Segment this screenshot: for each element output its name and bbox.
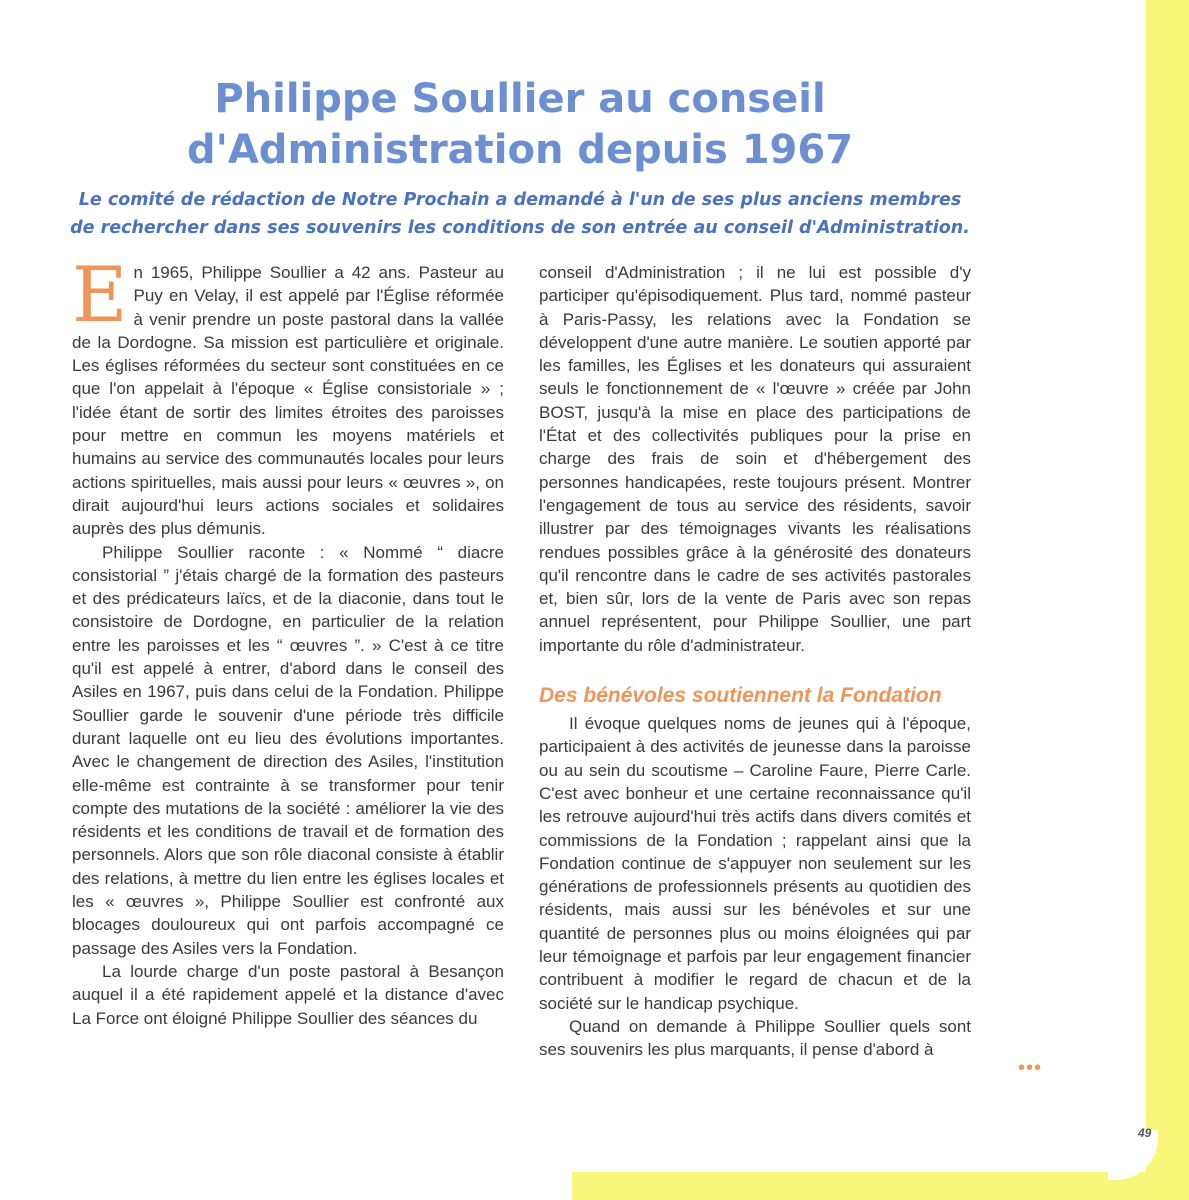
article-subtitle	[60, 186, 980, 242]
title-line-1: Philippe Soullier au conseil	[214, 76, 826, 122]
paragraph: La lourde charge d'un poste pastoral à Besançon auquel il a été rapidement appelé et la distance d'avec La Force ont éloigné Philippe Soullier des séances du	[72, 961, 504, 1028]
paragraph: Philippe Soullier raconte : « Nommé “ diacre consistorial ” j'étais chargé de la formation des pasteurs et des prédicateurs laïcs, et de la diaconie, dans tout le consistoire de Dordogne, en particulier de la relation entre les paroisses et les “ œuvres ”. » C'est à ce titre qu'il est appelé à entrer, d'abord dans le conseil des Asiles en 1967, puis dans celui de la Fondation. Philippe Soullier garde le souvenir d'une période très difficile durant laquelle ont eu lieu des évolutions importantes. Avec le changement de direction des Asiles, l'institution elle-même est contrainte à se transformer pour tenir compte des mutations de la société : améliorer la vie des résidents et les conditions de travail et de formation des personnels. Alors que son rôle diaconal consiste à établir des relations, à mettre du lien entre les églises locales et les « œuvres », Philippe Soullier est confronté aux blocages douloureux qui ont parfois accompagné ce passage des Asiles vers la Fondation.	[72, 542, 504, 958]
section-heading: Des bénévoles soutiennent la Fondation	[539, 684, 942, 708]
subtitle-line-2: de rechercher dans ses souvenirs les conditions de son entrée au conseil d'Administration.	[70, 218, 970, 238]
paragraph: Il évoque quelques noms de jeunes qui à l'époque, participaient à des activités de jeunesse dans la paroisse ou au sein du scoutisme – Caroline Faure, Pierre Carle. C'est avec bonheur et une certaine reconnaissance qu'il les retrouve aujourd'hui très actifs dans divers comités et commissions de la Fondation ; rappelant ainsi que la Fondation continue de s'appuyer non seulement sur les générations de professionnels présents au quotidien des résidents, mais aussi sur les bénévoles et sur une quantité de personnes plus ou moins éloignées qui par leur témoignage et parfois par leur engagement financier contribuent à modifier le regard de chacun et de la société sur le handicap psychique.	[539, 714, 971, 1013]
continued-dots-icon: •••	[1018, 1057, 1043, 1079]
subtitle-line-1: Le comité de rédaction de Notre Prochain a demandé à l'un de ses plus anciens membres	[78, 190, 962, 210]
paragraph: conseil d'Administration ; il ne lui est possible d'y participer qu'épisodiquement. Plus tard, nommé pasteur à Paris-Passy, les relations avec la Fondation se développent d'une autre manière. Le soutien apporté par les familles, les Églises et les donateurs qui assuraient seuls le fonctionnement de « l'œuvre » créée par John BOST, jusqu'à la mise en place des participations de l'État et des collectivités publiques pour la prise en charge des frais de soin et d'hébergement des personnes handicapées, reste toujours présent. Montrer l'engagement de tous au service des résidents, savoir illustrer par des témoignages vivants les réalisations rendues possibles grâce à la générosité des donateurs qu'il rencontre dans le cadre de ses activités pastorales et, bien sûr, lors de la vente de Paris avec son repas annuel représentent, pour Philippe Soullier, une part importante du rôle d'administrateur.	[539, 263, 971, 655]
page-number: 49	[1138, 1126, 1152, 1140]
text-column-left	[72, 250, 504, 1030]
paragraph	[72, 250, 504, 541]
title-line-2: d'Administration depuis 1967	[186, 127, 854, 173]
paragraph-text: n 1965, Philippe Soullier a 42 ans. Pasteur au Puy en Velay, il est appelé par l'Église réformée à venir prendre un poste pastoral dans la vallée de la Dordogne. Sa mission est particulière et originale. Les églises réformées du secteur sont constituées en ce que l'on appelait à l'époque « Église consistoriale » ; l'idée étant de sortir des limites étroites des paroisses pour mettre en commun les moyens matériels et humains au service des communautés locales pour leurs actions spirituelles, mais aussi pour leurs « œuvres », on dirait aujourd'hui leurs actions sociales et solidaires auprès des plus démunis.	[72, 263, 504, 539]
drop-cap: E	[72, 250, 128, 339]
yellow-bottom-band	[572, 1172, 1189, 1200]
article-title	[100, 74, 940, 176]
text-column-right	[539, 261, 971, 1062]
paragraph: Quand on demande à Philippe Soullier quels sont ses souvenirs les plus marquants, il pense d'abord à	[539, 1016, 971, 1060]
yellow-side-band	[1146, 0, 1189, 1200]
